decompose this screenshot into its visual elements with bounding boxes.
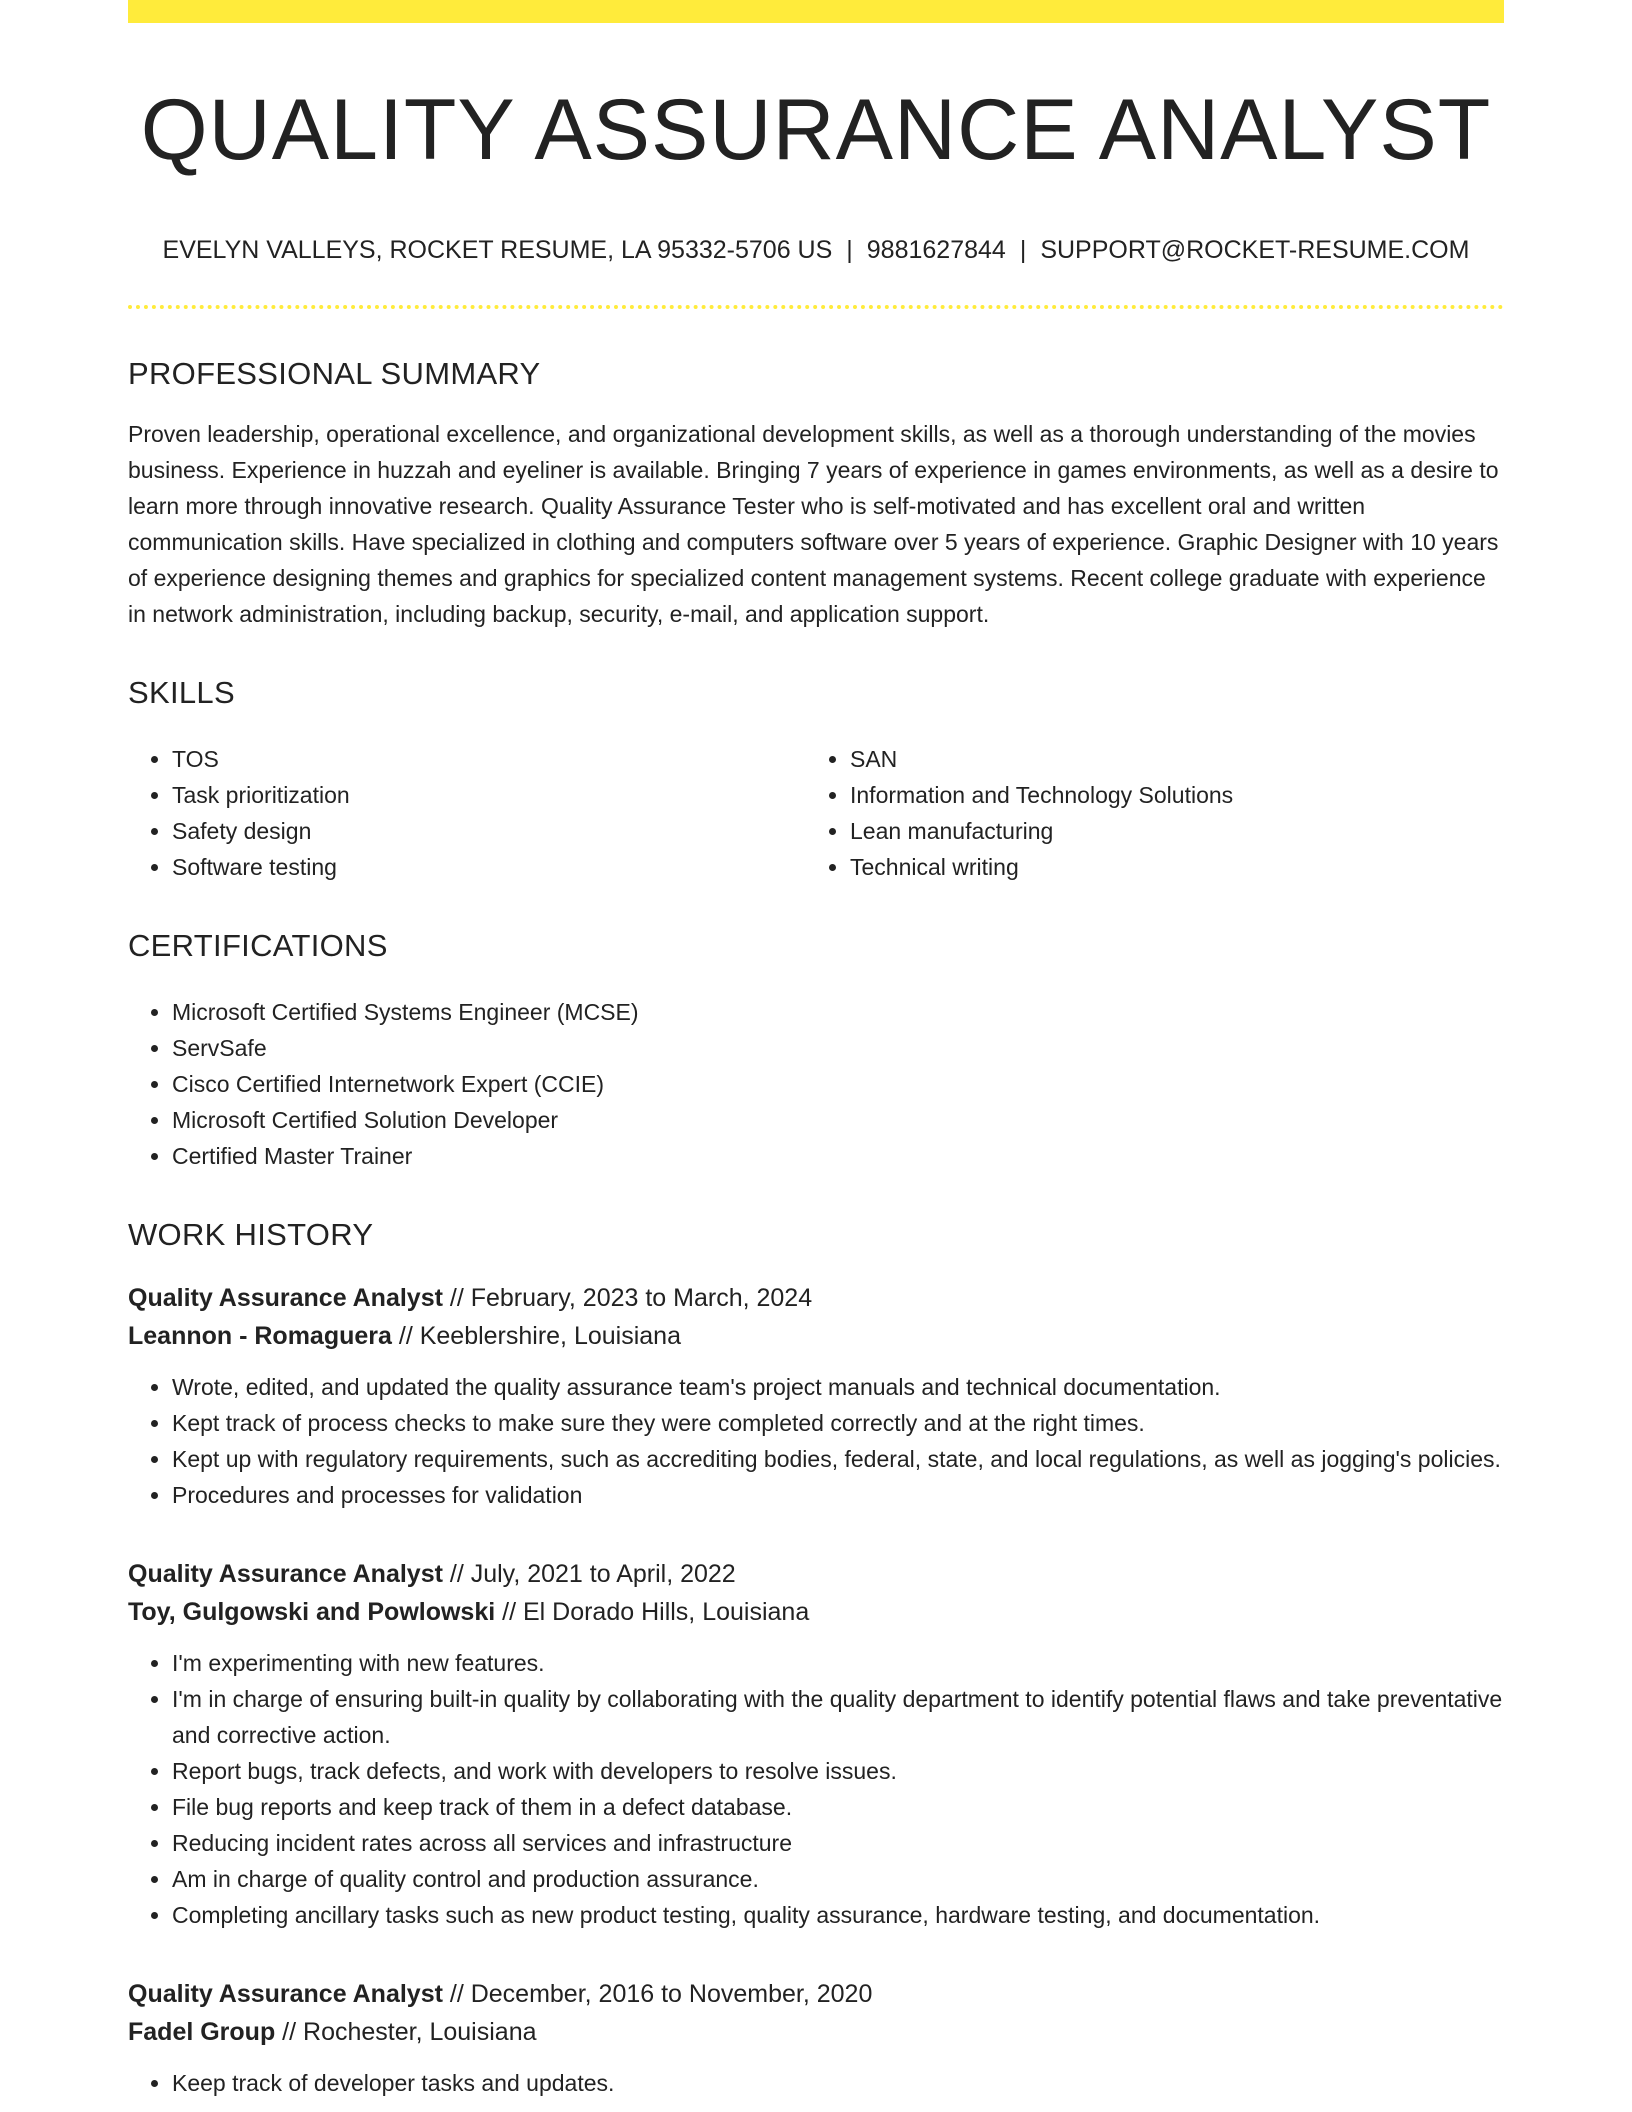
job-company: Fadel Group	[128, 2018, 276, 2047]
job-duty: • File bug reports and keep track of them in a defect database.	[172, 1789, 1504, 1825]
job-dates: // July, 2021 to April, 2022	[442, 1560, 736, 1589]
summary-text: Proven leadership, operational excellence, and organizational development skills, as well as a thorough understanding of the movies business. Experience in huzzah and eyeliner is available. Bringing 7 years of experience in games environments, as well as a desire to learn more through innovative research. Quality Assurance Tester who is self-motivated and has excellent oral and written communication skills. Have specialized in clothing and computers software over 5 years of experience. Graphic Designer with 10 years of experience designing themes and graphics for specialized content management systems. Recent college graduate with experience in network administration, including backup, security, e-mail, and application support.	[128, 420, 1499, 627]
skills-heading: SKILLS	[128, 674, 235, 710]
skill-item: • Task prioritization	[172, 777, 806, 813]
job-company-line	[128, 1317, 1504, 1355]
skill-item: • Safety design	[172, 813, 806, 849]
job-duty: • Am in charge of quality control and production assurance.	[172, 1861, 1504, 1897]
job-duty: • Kept up with regulatory requirements, such as accrediting bodies, federal, state, and local regulations, as well as jogging's policies.	[172, 1441, 1504, 1477]
contact-phone: 9881627844	[866, 235, 1006, 264]
skill-item: • Technical writing	[850, 849, 1484, 885]
job-duty: • Procedures and processes for validation	[172, 1477, 1504, 1513]
job-entry	[128, 1279, 1504, 1513]
job-title-line	[128, 1555, 1504, 1593]
accent-top-bar	[128, 0, 1504, 23]
job-dates: // December, 2016 to November, 2020	[442, 1980, 873, 2009]
job-duties-list	[128, 1369, 1504, 1513]
job-duty: • Keep track of developer tasks and updates.	[172, 2065, 1504, 2101]
certification-item: • ServSafe	[172, 1030, 1504, 1066]
job-company-line	[128, 1593, 1504, 1631]
skill-item: • Software testing	[172, 849, 806, 885]
contact-separator: |	[846, 235, 853, 264]
job-duties-list	[128, 1645, 1504, 1933]
resume-page	[128, 0, 1504, 2101]
skill-item: • TOS	[172, 741, 806, 777]
dotted-divider	[128, 305, 1504, 309]
job-title: Quality Assurance Analyst	[128, 1980, 443, 2009]
job-entry	[128, 1975, 1504, 2101]
job-company: Toy, Gulgowski and Powlowski	[128, 1598, 496, 1627]
job-location: // El Dorado Hills, Louisiana	[495, 1598, 810, 1627]
job-title: Quality Assurance Analyst	[128, 1284, 443, 1313]
job-duties-list	[128, 2065, 1504, 2101]
certification-item: • Certified Master Trainer	[172, 1138, 1504, 1174]
certification-item: • Microsoft Certified Solution Developer	[172, 1102, 1504, 1138]
skill-item: • SAN	[850, 741, 1484, 777]
certifications-heading: CERTIFICATIONS	[128, 927, 388, 963]
contact-separator: |	[1019, 235, 1027, 264]
work-history-heading: WORK HISTORY	[128, 1217, 374, 1253]
job-entry	[128, 1555, 1504, 1933]
job-duty: • Report bugs, track defects, and work with developers to resolve issues.	[172, 1753, 1504, 1789]
summary-heading: PROFESSIONAL SUMMARY	[128, 355, 541, 391]
job-duty: • Reducing incident rates across all services and infrastructure	[172, 1825, 1504, 1861]
skill-item: • Lean manufacturing	[850, 813, 1484, 849]
skill-item: • Information and Technology Solutions	[850, 777, 1484, 813]
contact-email: SUPPORT@ROCKET-RESUME.COM	[1040, 235, 1470, 264]
skills-right-column	[806, 741, 1484, 885]
job-dates: // February, 2023 to March, 2024	[442, 1284, 813, 1313]
job-location: // Rochester, Louisiana	[275, 2018, 537, 2047]
job-duty: • I'm in charge of ensuring built-in quality by collaborating with the quality department to identify potential flaws and take preventative and corrective action.	[172, 1681, 1504, 1753]
job-duty: • I'm experimenting with new features.	[172, 1645, 1504, 1681]
job-duty: • Wrote, edited, and updated the quality assurance team's project manuals and technical documentation.	[172, 1369, 1504, 1405]
certifications-list	[128, 994, 1504, 1174]
job-title: Quality Assurance Analyst	[128, 1560, 443, 1589]
skills-right-list	[806, 741, 1484, 885]
certification-item: • Microsoft Certified Systems Engineer (MCSE)	[172, 994, 1504, 1030]
contact-address: EVELYN VALLEYS, ROCKET RESUME, LA 95332-5706 US	[162, 235, 833, 264]
job-title-line	[128, 1975, 1504, 2013]
job-title-line	[128, 1279, 1504, 1317]
contact-line	[128, 236, 1504, 265]
resume-title: QUALITY ASSURANCE ANALYST	[140, 82, 1492, 178]
skills-left-column	[128, 741, 806, 885]
certification-item: • Cisco Certified Internetwork Expert (CCIE)	[172, 1066, 1504, 1102]
job-company-line	[128, 2013, 1504, 2051]
job-duty: • Kept track of process checks to make sure they were completed correctly and at the right times.	[172, 1405, 1504, 1441]
job-location: // Keeblershire, Louisiana	[391, 1322, 681, 1351]
job-duty: • Completing ancillary tasks such as new product testing, quality assurance, hardware testing, and documentation.	[172, 1897, 1504, 1933]
skills-left-list	[128, 741, 806, 885]
skills-columns	[128, 741, 1504, 885]
job-company: Leannon - Romaguera	[128, 1322, 392, 1351]
